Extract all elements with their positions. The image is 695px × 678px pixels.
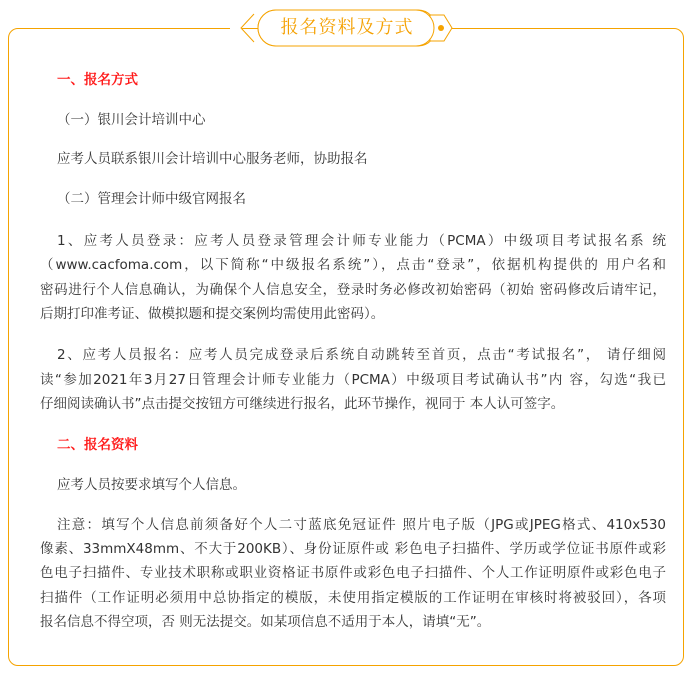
paragraph-line: 报名信息不得空项，否 则无法提交。如某项信息不适用于本人，请填“无”。 xyxy=(40,614,491,630)
paragraph-line: 密码进行个人信息确认，为确保个人信息安全，登录时务必修改初始密码（初始 密码修改后请牢记， xyxy=(40,282,666,298)
paragraph-line: 注意：填写个人信息前须备好个人二寸蓝底免冠证件 照片电子版（JPG或JPEG格式、410x530 xyxy=(57,517,666,533)
paragraph-line: （www.cacfoma.com，以下简称“中级报名系统”），点击“登录”，依据机构提供的 用户名和 xyxy=(40,257,666,273)
paragraph-line: 2、应考人员报名：应考人员完成登录后系统自动跳转至首页，点击“考试报名”， 请仔细阅 xyxy=(57,347,666,363)
paragraph-line: 仔细阅读确认书”点击提交按钮方可继续进行报名，此环节操作，视同于 本人认可签字。 xyxy=(40,396,565,412)
paragraph-line: （二）管理会计师中级官网报名 xyxy=(57,191,246,207)
paragraph-line: 扫描件（工作证明必须用中总协指定的模版，未使用指定模版的工作证明在审核时将被驳回），各项 xyxy=(40,590,666,606)
paragraph-line: 色电子扫描件、专业技术职称或职业资格证书原件或彩色电子扫描件、个人工作证明原件或彩色电子 xyxy=(40,565,666,581)
paragraph-line: 应考人员联系银川会计培训中心服务老师，协助报名 xyxy=(57,151,368,167)
paragraph-line: 像素、33mmX48mm、不大于200KB）、身份证原件或 彩色电子扫描件、学历或学位证书原件或彩 xyxy=(40,541,666,557)
paragraph-line: 读“参加2021年3月27日管理会计师专业能力（PCMA）中级项目考试确认书”内 容，勾选“我已 xyxy=(40,372,666,388)
paragraph-line: 应考人员按要求填写个人信息。 xyxy=(57,477,246,493)
section-title: 报名资料及方式 xyxy=(280,17,414,38)
paragraph-line: 后期打印准考证、做模拟题和提交案例均需使用此密码）。 xyxy=(40,306,385,322)
section-heading: 二、报名资料 xyxy=(57,437,138,453)
section-heading: 一、报名方式 xyxy=(57,72,138,88)
paragraph-line: 1、应考人员登录：应考人员登录管理会计师专业能力（PCMA）中级项目考试报名系 统 xyxy=(57,233,666,249)
paragraph-line: （一）银川会计培训中心 xyxy=(57,112,206,128)
